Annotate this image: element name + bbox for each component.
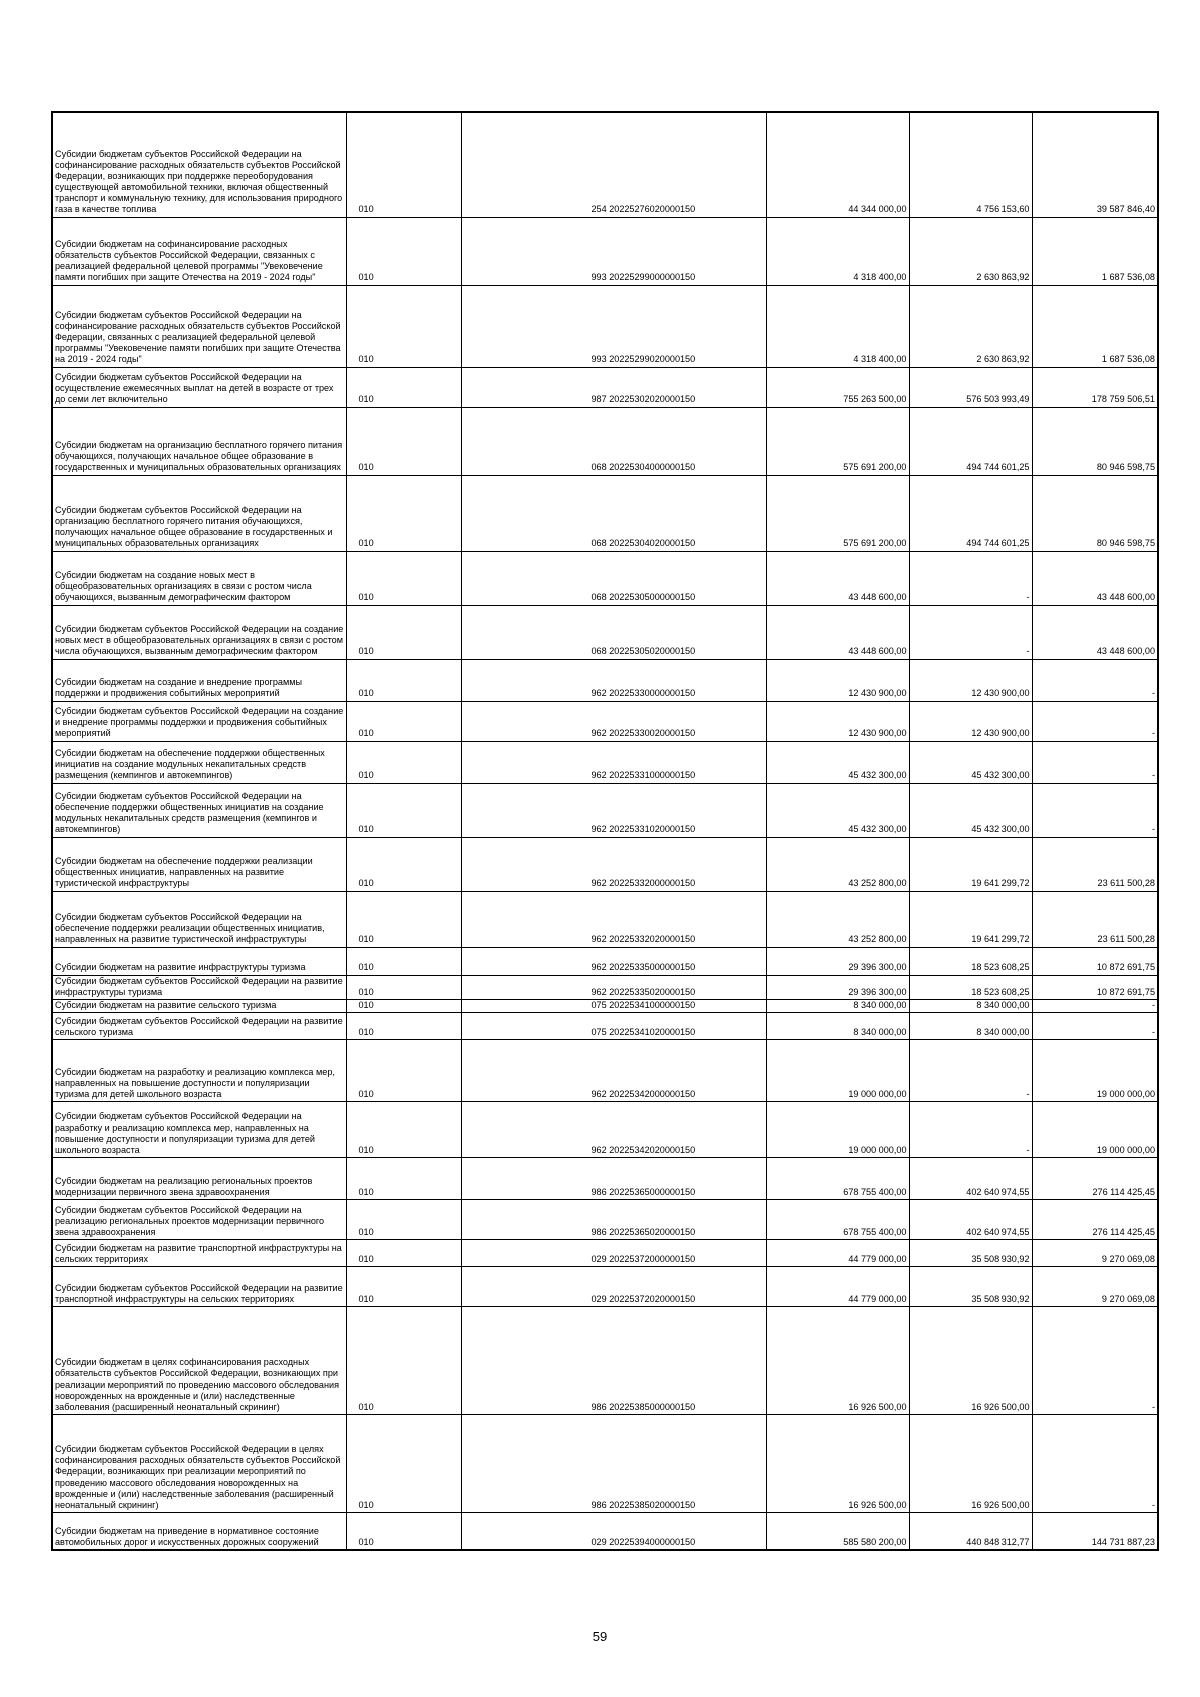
row-code: 010 — [346, 1266, 461, 1306]
table-row — [52, 1012, 1158, 1039]
row-planned-amount: 4 318 400,00 — [766, 285, 909, 367]
row-executed-amount: 18 523 608,25 — [909, 975, 1032, 999]
row-kbk-code: 029 20225372000000150 — [461, 1239, 766, 1266]
row-code: 010 — [346, 891, 461, 947]
row-code: 010 — [346, 1512, 461, 1550]
row-kbk-code: 993 20225299000000150 — [461, 217, 766, 285]
row-code: 010 — [346, 217, 461, 285]
row-remaining-amount: 19 000 000,00 — [1032, 1101, 1158, 1157]
row-code: 010 — [346, 551, 461, 605]
row-kbk-code: 068 20225305000000150 — [461, 551, 766, 605]
row-name: Субсидии бюджетам на создание и внедрение программы поддержки и продвижения событийных мероприятий — [52, 659, 346, 701]
row-executed-amount: - — [909, 551, 1032, 605]
row-kbk-code: 962 20225331000000150 — [461, 741, 766, 783]
row-code: 010 — [346, 837, 461, 891]
row-name: Субсидии бюджетам на развитие транспортной инфраструктуры на сельских территориях — [52, 1239, 346, 1266]
row-remaining-amount: 178 759 506,51 — [1032, 367, 1158, 407]
row-executed-amount: 45 432 300,00 — [909, 783, 1032, 837]
row-name: Субсидии бюджетам на развитие сельского туризма — [52, 999, 346, 1012]
row-name: Субсидии бюджетам субъектов Российской Федерации на организацию бесплатного горячего питания обучающихся, получающих начальное общее образование в государственных и муниципальных образовательных организациях — [52, 475, 346, 551]
row-name: Субсидии бюджетам субъектов Российской Федерации в целях софинансирования расходных обязательств субъектов Российской Федерации, возникающих при реализации мероприятий по проведению массового обследования новорожденных на врожденные и (или) наследственные заболевания (расширенный неонатальный скрининг) — [52, 1414, 346, 1512]
row-kbk-code: 075 20225341000000150 — [461, 999, 766, 1012]
row-remaining-amount: 9 270 069,08 — [1032, 1239, 1158, 1266]
row-remaining-amount: 10 872 691,75 — [1032, 947, 1158, 975]
row-name: Субсидии бюджетам субъектов Российской Федерации на создание и внедрение программы поддержки и продвижения событийных мероприятий — [52, 701, 346, 741]
row-name: Субсидии бюджетам на софинансирование расходных обязательств субъектов Российской Федерации, связанных с реализацией федеральной целевой программы "Увековечение памяти погибших при защите Отечества на 2019 - 2024 годы" — [52, 217, 346, 285]
row-kbk-code: 029 20225372020000150 — [461, 1266, 766, 1306]
row-planned-amount: 43 448 600,00 — [766, 551, 909, 605]
row-kbk-code: 075 20225341020000150 — [461, 1012, 766, 1039]
row-kbk-code: 068 20225304020000150 — [461, 475, 766, 551]
row-remaining-amount: 23 611 500,28 — [1032, 891, 1158, 947]
table-row — [52, 112, 1158, 217]
row-code: 010 — [346, 285, 461, 367]
row-executed-amount: - — [909, 1039, 1032, 1101]
row-name: Субсидии бюджетам субъектов Российской Федерации на реализацию региональных проектов модернизации первичного звена здравоохранения — [52, 1199, 346, 1239]
row-code: 010 — [346, 701, 461, 741]
row-planned-amount: 575 691 200,00 — [766, 407, 909, 475]
row-executed-amount: 4 756 153,60 — [909, 112, 1032, 217]
row-executed-amount: 19 641 299,72 — [909, 837, 1032, 891]
row-code: 010 — [346, 1306, 461, 1414]
table-row — [52, 1239, 1158, 1266]
row-code: 010 — [346, 783, 461, 837]
row-kbk-code: 962 20225342020000150 — [461, 1101, 766, 1157]
row-planned-amount: 29 396 300,00 — [766, 947, 909, 975]
row-planned-amount: 585 580 200,00 — [766, 1512, 909, 1550]
row-kbk-code: 986 20225365000000150 — [461, 1157, 766, 1199]
row-executed-amount: 8 340 000,00 — [909, 999, 1032, 1012]
table-row — [52, 837, 1158, 891]
row-name: Субсидии бюджетам субъектов Российской Федерации на обеспечение поддержки реализации общественных инициатив, направленных на развитие туристической инфраструктуры — [52, 891, 346, 947]
row-executed-amount: 576 503 993,49 — [909, 367, 1032, 407]
row-name: Субсидии бюджетам субъектов Российской Федерации на софинансирование расходных обязательств субъектов Российской Федерации, возникающих при поддержке переоборудования существующей автомобильной техники, включая общественный транспорт и коммунальную технику, для использования природного газа в качестве топлива — [52, 112, 346, 217]
row-kbk-code: 987 20225302020000150 — [461, 367, 766, 407]
row-executed-amount: 35 508 930,92 — [909, 1239, 1032, 1266]
row-planned-amount: 45 432 300,00 — [766, 741, 909, 783]
row-remaining-amount: 43 448 600,00 — [1032, 551, 1158, 605]
row-executed-amount: 35 508 930,92 — [909, 1266, 1032, 1306]
row-remaining-amount: - — [1032, 999, 1158, 1012]
row-planned-amount: 45 432 300,00 — [766, 783, 909, 837]
row-executed-amount: 8 340 000,00 — [909, 1012, 1032, 1039]
row-executed-amount: 18 523 608,25 — [909, 947, 1032, 975]
row-kbk-code: 962 20225330000000150 — [461, 659, 766, 701]
row-planned-amount: 43 252 800,00 — [766, 891, 909, 947]
row-remaining-amount: 10 872 691,75 — [1032, 975, 1158, 999]
table-row — [52, 367, 1158, 407]
row-name: Субсидии бюджетам субъектов Российской Федерации на осуществление ежемесячных выплат на детей в возрасте от трех до семи лет включительно — [52, 367, 346, 407]
row-executed-amount: 2 630 863,92 — [909, 217, 1032, 285]
row-planned-amount: 43 448 600,00 — [766, 605, 909, 659]
row-code: 010 — [346, 1414, 461, 1512]
row-code: 010 — [346, 1039, 461, 1101]
row-planned-amount: 43 252 800,00 — [766, 837, 909, 891]
row-code: 010 — [346, 1239, 461, 1266]
row-code: 010 — [346, 1157, 461, 1199]
row-remaining-amount: 1 687 536,08 — [1032, 217, 1158, 285]
row-code: 010 — [346, 407, 461, 475]
row-code: 010 — [346, 112, 461, 217]
table-row — [52, 701, 1158, 741]
row-name: Субсидии бюджетам субъектов Российской Федерации на софинансирование расходных обязательств субъектов Российской Федерации, связанных с реализацией федеральной целевой программы "Увековечение памяти погибших при защите Отечества на 2019 - 2024 годы" — [52, 285, 346, 367]
row-executed-amount: 402 640 974,55 — [909, 1199, 1032, 1239]
row-code: 010 — [346, 659, 461, 701]
row-code: 010 — [346, 1101, 461, 1157]
row-remaining-amount: - — [1032, 783, 1158, 837]
row-executed-amount: 440 848 312,77 — [909, 1512, 1032, 1550]
row-kbk-code: 993 20225299020000150 — [461, 285, 766, 367]
row-name: Субсидии бюджетам субъектов Российской Федерации на обеспечение поддержки общественных инициатив на создание модульных некапитальных средств размещения (кемпингов и автокемпингов) — [52, 783, 346, 837]
row-remaining-amount: 23 611 500,28 — [1032, 837, 1158, 891]
row-remaining-amount: 80 946 598,75 — [1032, 407, 1158, 475]
row-executed-amount: 12 430 900,00 — [909, 701, 1032, 741]
row-planned-amount: 678 755 400,00 — [766, 1199, 909, 1239]
row-name: Субсидии бюджетам субъектов Российской Федерации на разработку и реализацию комплекса мер, направленных на повышение доступности и популяризации туризма для детей школьного возраста — [52, 1101, 346, 1157]
row-name: Субсидии бюджетам в целях софинансирования расходных обязательств субъектов Российской Федерации, возникающих при реализации мероприятий по проведению массового обследования новорожденных на врожденные и (или) наследственные заболевания (расширенный неонатальный скрининг) — [52, 1306, 346, 1414]
row-remaining-amount: 9 270 069,08 — [1032, 1266, 1158, 1306]
row-planned-amount: 16 926 500,00 — [766, 1414, 909, 1512]
row-kbk-code: 962 20225342000000150 — [461, 1039, 766, 1101]
row-planned-amount: 12 430 900,00 — [766, 659, 909, 701]
row-planned-amount: 44 779 000,00 — [766, 1266, 909, 1306]
row-executed-amount: - — [909, 1101, 1032, 1157]
row-remaining-amount: - — [1032, 741, 1158, 783]
row-planned-amount: 44 779 000,00 — [766, 1239, 909, 1266]
table-row — [52, 551, 1158, 605]
row-name: Субсидии бюджетам субъектов Российской Федерации на развитие сельского туризма — [52, 1012, 346, 1039]
row-planned-amount: 575 691 200,00 — [766, 475, 909, 551]
row-remaining-amount: - — [1032, 701, 1158, 741]
table-row — [52, 947, 1158, 975]
row-planned-amount: 44 344 000,00 — [766, 112, 909, 217]
row-planned-amount: 8 340 000,00 — [766, 1012, 909, 1039]
row-kbk-code: 068 20225304000000150 — [461, 407, 766, 475]
table-row — [52, 1414, 1158, 1512]
row-remaining-amount: 276 114 425,45 — [1032, 1199, 1158, 1239]
table-row — [52, 783, 1158, 837]
row-remaining-amount: - — [1032, 1306, 1158, 1414]
table-row — [52, 891, 1158, 947]
row-executed-amount: 494 744 601,25 — [909, 407, 1032, 475]
row-executed-amount: 494 744 601,25 — [909, 475, 1032, 551]
row-kbk-code: 029 20225394000000150 — [461, 1512, 766, 1550]
table-row — [52, 1266, 1158, 1306]
row-kbk-code: 962 20225332000000150 — [461, 837, 766, 891]
row-remaining-amount: 39 587 846,40 — [1032, 112, 1158, 217]
table-row — [52, 1101, 1158, 1157]
table-row — [52, 605, 1158, 659]
row-kbk-code: 962 20225330020000150 — [461, 701, 766, 741]
row-kbk-code: 986 20225385000000150 — [461, 1306, 766, 1414]
table-row — [52, 741, 1158, 783]
row-kbk-code: 068 20225305020000150 — [461, 605, 766, 659]
row-executed-amount: - — [909, 605, 1032, 659]
table-row — [52, 285, 1158, 367]
row-kbk-code: 986 20225385020000150 — [461, 1414, 766, 1512]
row-name: Субсидии бюджетам субъектов Российской Федерации на создание новых мест в общеобразовательных организациях в связи с ростом числа обучающихся, вызванным демографическим фактором — [52, 605, 346, 659]
table-row — [52, 217, 1158, 285]
table-row — [52, 975, 1158, 999]
row-planned-amount: 19 000 000,00 — [766, 1101, 909, 1157]
row-planned-amount: 12 430 900,00 — [766, 701, 909, 741]
page-number: 59 — [592, 1629, 608, 1644]
row-planned-amount: 755 263 500,00 — [766, 367, 909, 407]
row-executed-amount: 16 926 500,00 — [909, 1306, 1032, 1414]
table-row — [52, 1039, 1158, 1101]
row-executed-amount: 16 926 500,00 — [909, 1414, 1032, 1512]
row-code: 010 — [346, 1012, 461, 1039]
row-remaining-amount: 1 687 536,08 — [1032, 285, 1158, 367]
row-name: Субсидии бюджетам на реализацию региональных проектов модернизации первичного звена здравоохранения — [52, 1157, 346, 1199]
row-remaining-amount: - — [1032, 659, 1158, 701]
row-name: Субсидии бюджетам субъектов Российской Федерации на развитие транспортной инфраструктуры на сельских территориях — [52, 1266, 346, 1306]
budget-table-container — [51, 111, 1155, 1551]
row-planned-amount: 678 755 400,00 — [766, 1157, 909, 1199]
table-row — [52, 659, 1158, 701]
row-planned-amount: 8 340 000,00 — [766, 999, 909, 1012]
row-code: 010 — [346, 475, 461, 551]
row-kbk-code: 986 20225365020000150 — [461, 1199, 766, 1239]
row-remaining-amount: 43 448 600,00 — [1032, 605, 1158, 659]
row-kbk-code: 962 20225331020000150 — [461, 783, 766, 837]
row-name: Субсидии бюджетам на создание новых мест в общеобразовательных организациях в связи с ростом числа обучающихся, вызванным демографическим фактором — [52, 551, 346, 605]
row-executed-amount: 19 641 299,72 — [909, 891, 1032, 947]
row-remaining-amount: 19 000 000,00 — [1032, 1039, 1158, 1101]
row-code: 010 — [346, 999, 461, 1012]
budget-execution-table — [51, 111, 1159, 1551]
row-name: Субсидии бюджетам на развитие инфраструктуры туризма — [52, 947, 346, 975]
row-kbk-code: 962 20225335020000150 — [461, 975, 766, 999]
row-name: Субсидии бюджетам на обеспечение поддержки реализации общественных инициатив, направленных на развитие туристической инфраструктуры — [52, 837, 346, 891]
row-code: 010 — [346, 1199, 461, 1239]
row-name: Субсидии бюджетам на приведение в нормативное состояние автомобильных дорог и искусственных дорожных сооружений — [52, 1512, 346, 1550]
table-row — [52, 1512, 1158, 1550]
row-remaining-amount: - — [1032, 1012, 1158, 1039]
row-planned-amount: 16 926 500,00 — [766, 1306, 909, 1414]
row-code: 010 — [346, 605, 461, 659]
table-body — [52, 112, 1158, 1550]
row-code: 010 — [346, 975, 461, 999]
row-code: 010 — [346, 367, 461, 407]
row-remaining-amount: - — [1032, 1414, 1158, 1512]
row-remaining-amount: 276 114 425,45 — [1032, 1157, 1158, 1199]
table-row — [52, 999, 1158, 1012]
table-row — [52, 407, 1158, 475]
row-remaining-amount: 144 731 887,23 — [1032, 1512, 1158, 1550]
row-executed-amount: 45 432 300,00 — [909, 741, 1032, 783]
table-row — [52, 1157, 1158, 1199]
table-row — [52, 475, 1158, 551]
row-executed-amount: 12 430 900,00 — [909, 659, 1032, 701]
row-name: Субсидии бюджетам субъектов Российской Федерации на развитие инфраструктуры туризма — [52, 975, 346, 999]
row-kbk-code: 962 20225332020000150 — [461, 891, 766, 947]
row-kbk-code: 962 20225335000000150 — [461, 947, 766, 975]
row-executed-amount: 2 630 863,92 — [909, 285, 1032, 367]
table-row — [52, 1306, 1158, 1414]
row-remaining-amount: 80 946 598,75 — [1032, 475, 1158, 551]
row-name: Субсидии бюджетам на разработку и реализацию комплекса мер, направленных на повышение доступности и популяризации туризма для детей школьного возраста — [52, 1039, 346, 1101]
row-code: 010 — [346, 741, 461, 783]
row-planned-amount: 19 000 000,00 — [766, 1039, 909, 1101]
row-planned-amount: 29 396 300,00 — [766, 975, 909, 999]
row-name: Субсидии бюджетам на организацию бесплатного горячего питания обучающихся, получающих начальное общее образование в государственных и муниципальных образовательных организациях — [52, 407, 346, 475]
row-executed-amount: 402 640 974,55 — [909, 1157, 1032, 1199]
row-name: Субсидии бюджетам на обеспечение поддержки общественных инициатив на создание модульных некапитальных средств размещения (кемпингов и автокемпингов) — [52, 741, 346, 783]
table-row — [52, 1199, 1158, 1239]
row-planned-amount: 4 318 400,00 — [766, 217, 909, 285]
row-code: 010 — [346, 947, 461, 975]
row-kbk-code: 254 20225276020000150 — [461, 112, 766, 217]
